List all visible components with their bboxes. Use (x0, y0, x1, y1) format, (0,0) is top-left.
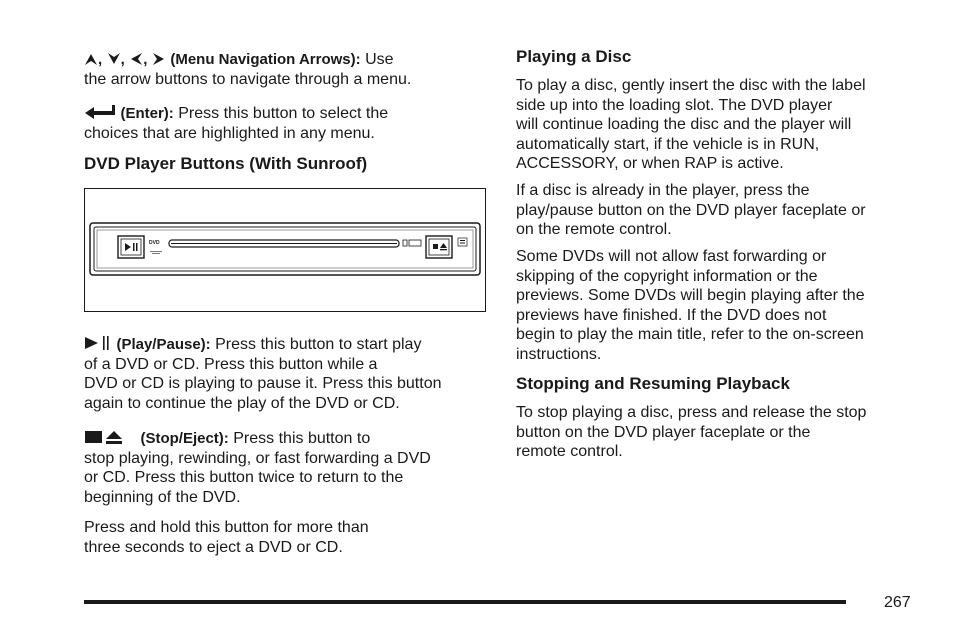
hold-eject-paragraph (84, 518, 488, 557)
stopping-line: button on the DVD player faceplate or the (516, 423, 811, 441)
playing-disc-heading: Playing a Disc (516, 47, 632, 66)
nav-text-line2: the arrow buttons to navigate through a menu. (84, 70, 412, 88)
some-line: previews have finished. If the DVD does not (516, 306, 827, 324)
hold-eject-line: three seconds to eject a DVD or CD. (84, 538, 343, 556)
play-pause-line: again to continue the play of the DVD or CD. (84, 394, 400, 412)
nav-text: Use (365, 51, 394, 68)
some-line: skipping of the copyright information or the (516, 267, 818, 285)
play-pause-icon (84, 335, 112, 351)
already-line: play/pause button on the DVD player faceplate or (516, 201, 866, 219)
stopping-paragraph (516, 403, 926, 462)
footer-rule (84, 600, 846, 604)
play-pause-text: Press this button to start play (215, 336, 422, 353)
some-line: instructions. (516, 345, 602, 363)
playing-line: ACCESSORY, or when RAP is active. (516, 155, 784, 173)
stopping-line: To stop playing a disc, press and release the stop (516, 404, 867, 421)
enter-paragraph (84, 104, 488, 143)
some-line: Some DVDs will not allow fast forwarding or (516, 248, 827, 265)
dvd-logo-label: DVD (149, 240, 160, 246)
stop-eject-label: (Stop/Eject): (140, 430, 229, 447)
some-dvds-paragraph (516, 247, 926, 365)
stop-eject-line: beginning of the DVD. (84, 488, 241, 506)
left-arrow-icon (129, 52, 143, 66)
stopping-resuming-heading: Stopping and Resuming Playback (516, 374, 790, 393)
enter-label: (Enter): (120, 105, 174, 122)
stop-eject-paragraph (84, 429, 494, 507)
up-arrow-icon (84, 52, 98, 66)
stop-eject-text: Press this button to (233, 430, 371, 447)
nav-arrows-paragraph: , , , (Menu Navigation Arrows): Use the arrow buttons to navigate through a menu. (84, 50, 488, 89)
dvd-player-illustration (85, 189, 485, 311)
playing-line: automatically start, if the vehicle is in RUN, (516, 135, 820, 153)
already-in-player-paragraph (516, 181, 926, 240)
stop-eject-icon (84, 429, 136, 445)
already-line: If a disc is already in the player, press the (516, 182, 810, 199)
playing-line: side up into the loading slot. The DVD player (516, 96, 833, 114)
stop-eject-line: or CD. Press this button twice to return to the (84, 469, 404, 487)
hold-eject-line: Press and hold this button for more than (84, 519, 369, 536)
play-pause-line: DVD or CD is playing to pause it. Press this button (84, 375, 442, 393)
right-arrow-icon (152, 52, 166, 66)
page-number: 267 (884, 594, 911, 611)
dvd-buttons-heading: DVD Player Buttons (With Sunroof) (84, 154, 368, 173)
dvd-player-figure (84, 188, 486, 312)
already-line: on the remote control. (516, 221, 672, 239)
playing-line: To play a disc, gently insert the disc with the label (516, 77, 866, 94)
playing-disc-paragraph (516, 76, 926, 174)
nav-label: (Menu Navigation Arrows): (170, 51, 361, 68)
play-pause-label: (Play/Pause): (116, 336, 211, 353)
some-line: begin to play the main title, refer to the on-screen (516, 326, 864, 344)
enter-text-line2: choices that are highlighted in any menu. (84, 124, 375, 142)
enter-icon (84, 104, 116, 120)
enter-text: Press this button to select the (178, 105, 389, 122)
play-pause-paragraph (84, 335, 494, 413)
some-line: previews. Some DVDs will begin playing after the (516, 287, 865, 305)
down-arrow-icon (107, 52, 121, 66)
stop-eject-line: stop playing, rewinding, or fast forwarding a DVD (84, 449, 431, 467)
play-pause-line: of a DVD or CD. Press this button while a (84, 355, 378, 373)
stopping-line: remote control. (516, 443, 623, 461)
playing-line: will continue loading the disc and the player will (516, 116, 852, 134)
